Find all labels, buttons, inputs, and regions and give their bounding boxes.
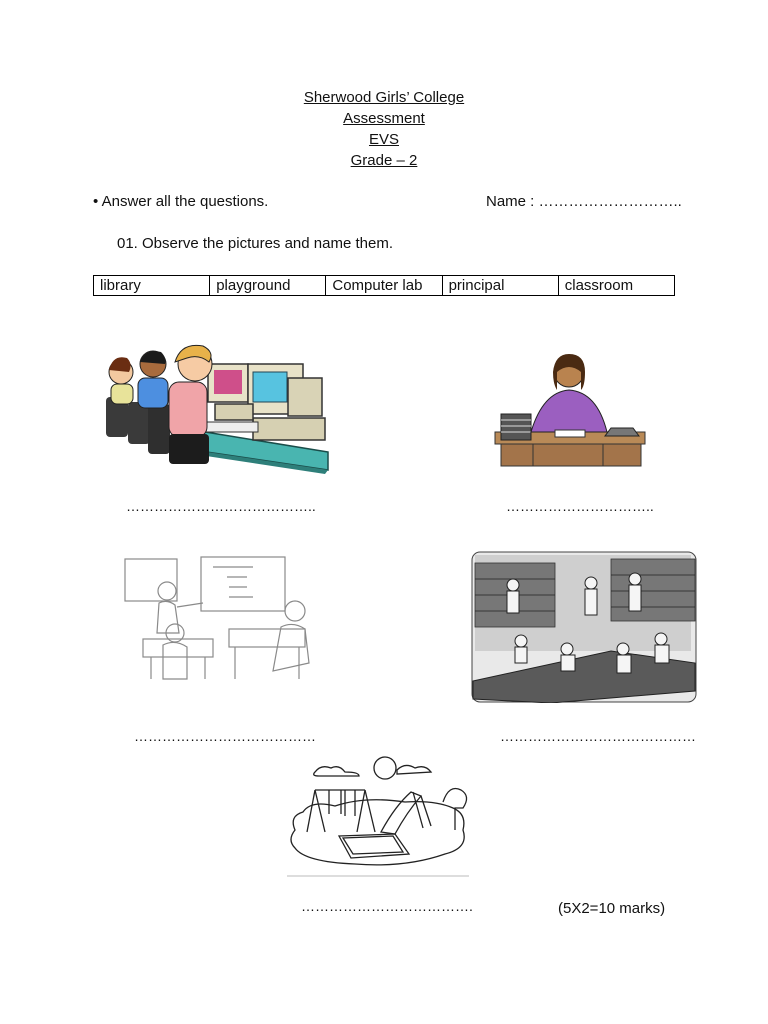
library-picture <box>471 551 697 703</box>
question-1-title: 01. Observe the pictures and name them. <box>117 235 393 252</box>
word-bank-cell: principal <box>442 276 558 296</box>
name-field: Name : ……………………….. <box>486 193 682 210</box>
answer-line-4: …………………………………… <box>500 728 696 744</box>
marks-text: (5X2=10 marks) <box>558 900 666 917</box>
principal-picture <box>493 352 648 470</box>
word-bank-cell: Computer lab <box>326 276 442 296</box>
classroom-picture <box>123 553 315 681</box>
answer-line-5: ………………………………. <box>301 898 473 914</box>
word-bank-cell: classroom <box>558 276 674 296</box>
subject-title: EVS <box>368 131 399 148</box>
grade-title: Grade – 2 <box>350 152 418 169</box>
word-bank-table <box>93 275 675 296</box>
word-bank-cell: playground <box>210 276 326 296</box>
answer-line-3: ………………………………… <box>134 728 316 744</box>
answer-line-2: ………………………….. <box>506 498 654 514</box>
answer-line-1: ………………………………….. <box>126 498 316 514</box>
computer-lab-picture <box>103 342 333 477</box>
assessment-title: Assessment <box>343 110 425 127</box>
school-name: Sherwood Girls’ College <box>303 89 465 106</box>
word-bank-cell: library <box>94 276 210 296</box>
instruction-text: • Answer all the questions. <box>93 193 269 210</box>
playground-picture <box>285 756 471 880</box>
